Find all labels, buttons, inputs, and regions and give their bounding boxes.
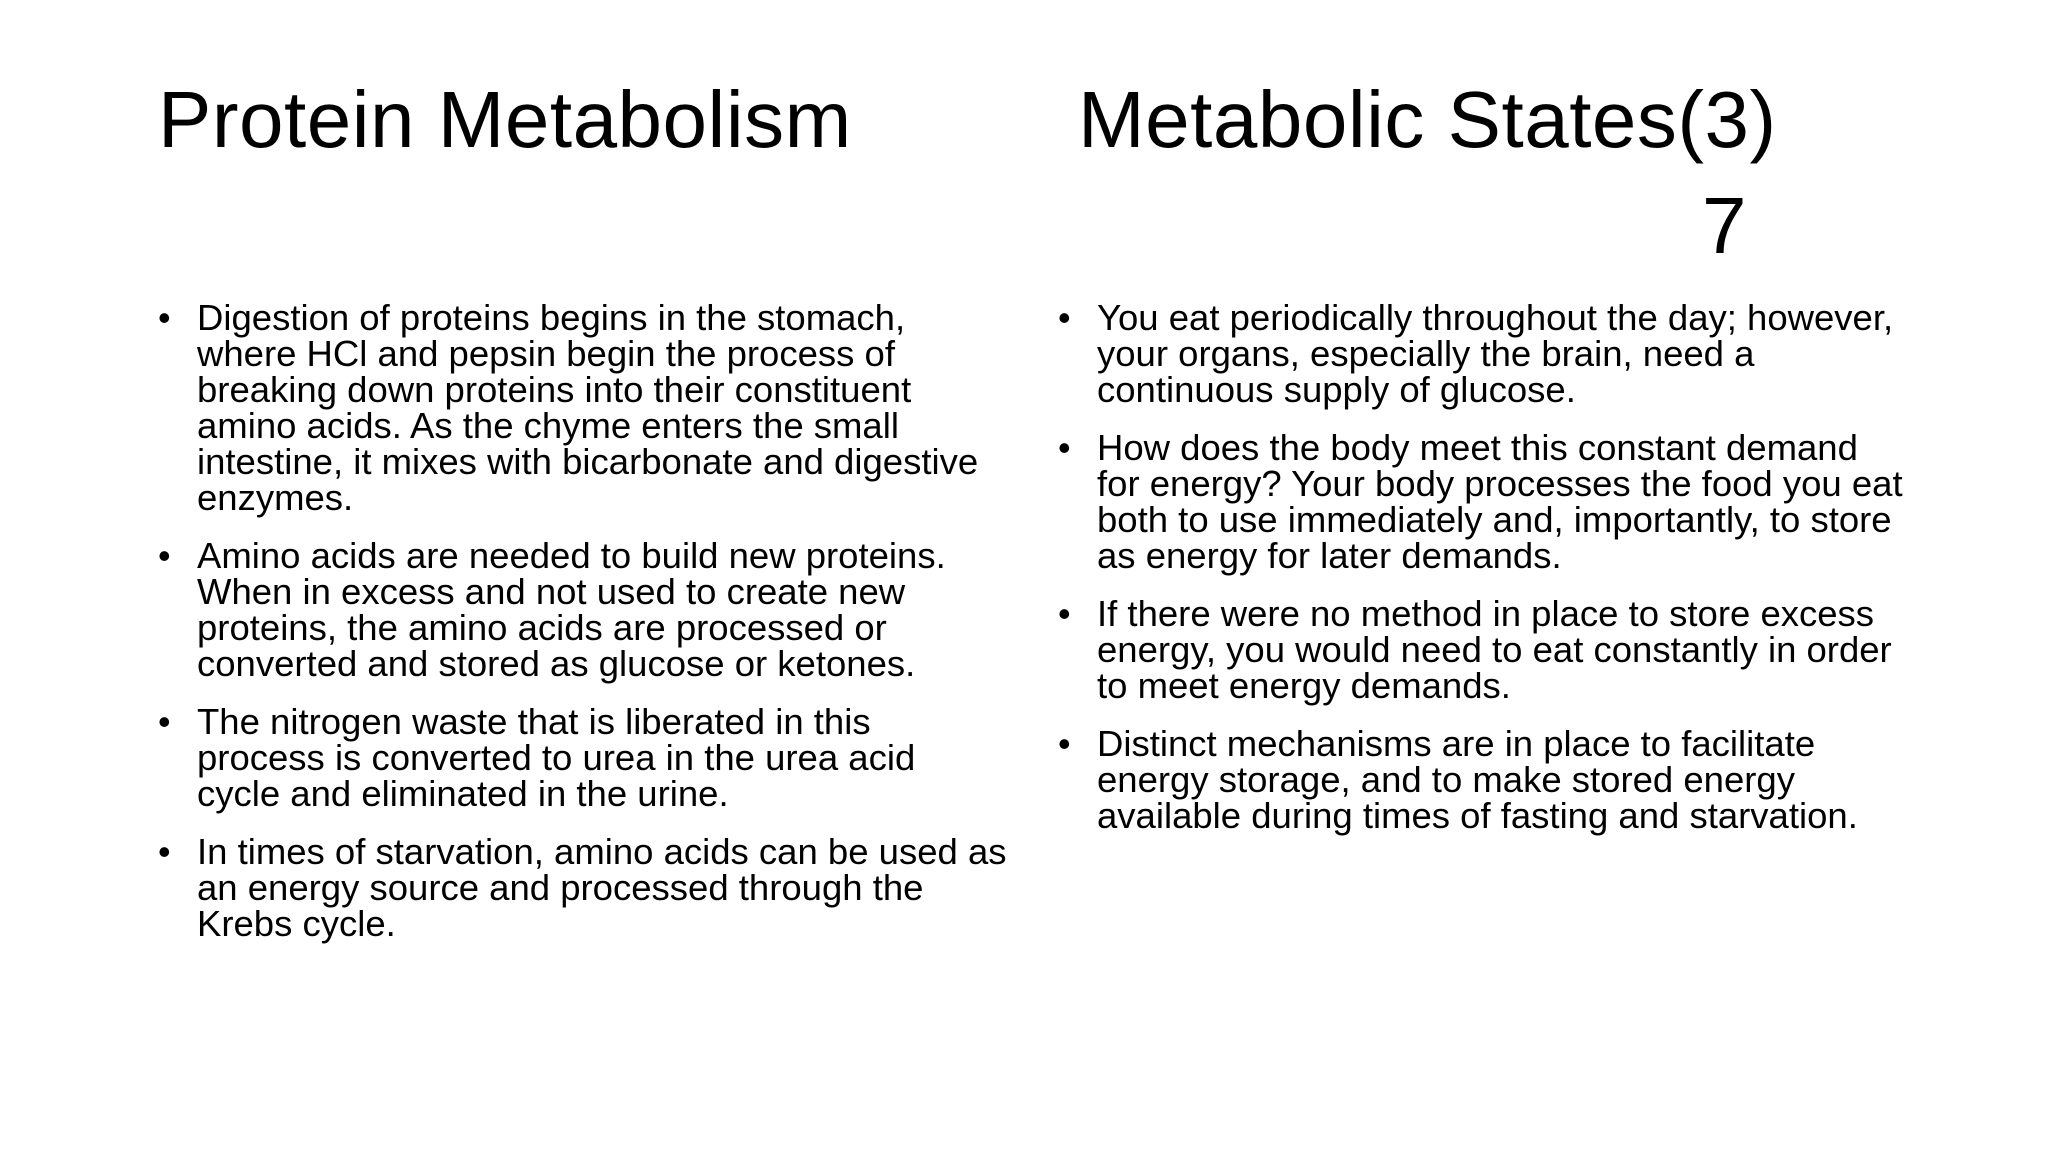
left-bullet-list — [158, 297, 1008, 964]
bullet-dot-icon: • — [158, 535, 171, 576]
bullet-dot-icon: • — [1058, 297, 1071, 338]
bullet-text: Distinct mechanisms are in place to facilitate energy storage, and to make stored energy available during times of fasting and starvation. — [1097, 723, 1858, 836]
bullet-dot-icon: • — [158, 701, 171, 742]
title-protein-metabolism: Protein Metabolism — [158, 75, 852, 164]
right-bullet-item — [1058, 593, 1908, 706]
bullet-text: Amino acids are needed to build new proteins. When in excess and not used to create new proteins, the amino acids are processed or converted and stored as glucose or ketones. — [197, 535, 946, 684]
right-bullet-item — [1058, 723, 1908, 836]
right-bullet-item — [1058, 297, 1908, 410]
bullet-text: Digestion of proteins begins in the stomach, where HCl and pepsin begin the process of breaking down proteins into their constituent amino acids. As the chyme enters the small intestine, it mixes with bicarbonate and digestive enzymes. — [197, 297, 979, 518]
bullet-dot-icon: • — [1058, 723, 1071, 764]
bullet-text: How does the body meet this constant demand for energy? Your body processes the food you eat both to use immediately and, importantly, to store as energy for later demands. — [1097, 427, 1903, 576]
right-bullet-item — [1058, 427, 1908, 576]
bullet-dot-icon: • — [1058, 427, 1071, 468]
bullet-dot-icon: • — [1058, 593, 1071, 634]
title-metabolic-states: Metabolic States(3) — [1078, 75, 1777, 164]
bullet-dot-icon: • — [158, 831, 171, 872]
bullet-text: You eat periodically throughout the day; however, your organs, especially the brain, need a continuous supply of glucose. — [1097, 297, 1894, 410]
left-bullet-item — [158, 831, 1008, 944]
left-bullet-item — [158, 535, 1008, 684]
left-bullet-item — [158, 701, 1008, 814]
bullet-dot-icon: • — [158, 297, 171, 338]
bullet-text: In times of starvation, amino acids can be used as an energy source and processed through the Krebs cycle. — [197, 831, 1007, 944]
title-number: 7 — [1702, 181, 1747, 270]
right-bullet-list — [1058, 297, 1908, 856]
bullet-text: If there were no method in place to store excess energy, you would need to eat constantly in order to meet energy demands. — [1097, 593, 1892, 706]
left-bullet-item — [158, 297, 1008, 518]
bullet-text: The nitrogen waste that is liberated in this process is converted to urea in the urea acid cycle and eliminated in the urine. — [197, 701, 916, 814]
